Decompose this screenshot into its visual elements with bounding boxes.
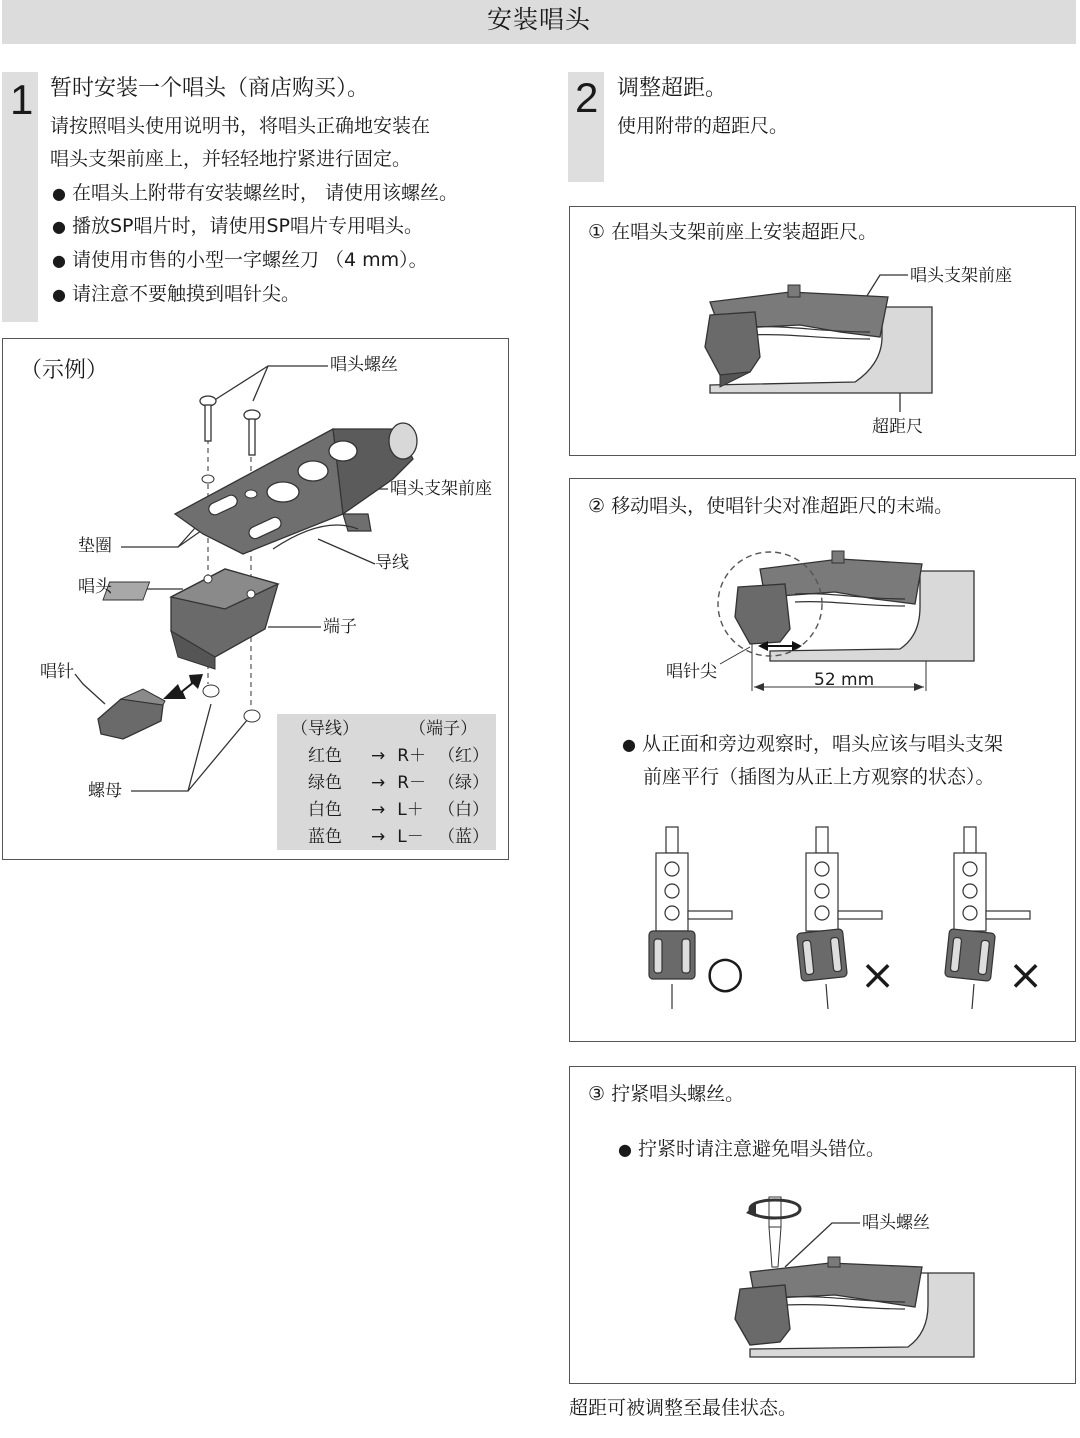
wiring-row: 蓝色 → L－ （蓝） [308,827,490,847]
wiring-row: 绿色 → R－ （绿） [308,773,490,793]
step2-desc: 使用附带的超距尺。 [617,115,789,137]
label-tighten-screw: 唱头螺丝 [862,1213,930,1233]
wiring-table [277,714,496,850]
step1-line1: 请按照唱头使用说明书，将唱头正确地安装在 [50,115,431,137]
label-stylus: 唱针 [40,662,74,682]
step1-bullet-2: ● 播放SP唱片时，请使用SP唱片专用唱头。 [52,210,423,243]
sub3-box [569,1066,1076,1384]
label-lead: 导线 [375,553,409,573]
step1-bullet-4: ● 请注意不要触摸到唱针尖。 [52,278,300,311]
sub3-bullet: ● 拧紧时请注意避免唱头错位。 [618,1133,885,1166]
step1-line2: 唱头支架前座上，并轻轻地拧紧进行固定。 [50,148,412,170]
step2-title: 调整超距。 [617,76,728,101]
sub1-text: ① 在唱头支架前座上安装超距尺。 [588,221,878,243]
label-gauge-headshell: 唱头支架前座 [910,266,1012,286]
footer-note: 超距可被调整至最佳状态。 [569,1397,798,1419]
label-terminal: 端子 [323,617,357,637]
sub2-bullet-line1: ● 从正面和旁边观察时，唱头应该与唱头支架 [622,728,1003,761]
step1-number: 1 [10,76,34,123]
label-headshell-screw: 唱头螺丝 [330,355,398,375]
label-gauge: 超距尺 [872,417,923,437]
step1-bullet-3: ● 请使用市售的小型一字螺丝刀 （4 mm）。 [52,244,428,277]
example-caption: （示例） [20,358,109,383]
tighten-screw-diagram [570,1067,1075,1383]
wiring-row: 红色 → R＋ （红） [308,746,490,766]
label-washer: 垫圈 [78,536,112,556]
wiring-header-terminal: （端子） [409,719,478,739]
sub3-text: ③ 拧紧唱头螺丝。 [588,1083,745,1105]
label-cartridge: 唱头 [78,577,112,597]
label-nut: 螺母 [88,781,122,801]
wrong-mark-1: × [860,950,896,999]
label-stylus-tip: 唱针尖 [666,662,717,682]
wrong-mark-2: × [1008,950,1044,999]
dimension-52mm: 52 mm [814,670,875,690]
label-headshell: 唱头支架前座 [390,479,492,499]
section-header: 安装唱头 [2,0,1076,44]
step2-number: 2 [575,74,599,121]
wiring-row: 白色 → L＋ （白） [308,800,490,820]
step1-title: 暂时安装一个唱头（商店购买）。 [50,76,370,101]
step1-bullet-1: ● 在唱头上附带有安装螺丝时， 请使用该螺丝。 [52,177,458,210]
wiring-header-lead: （导线） [291,719,359,739]
correct-mark: ○ [706,947,745,998]
sub2-bullet-line2: 前座平行（插图为从正上方观察的状态）。 [643,766,995,788]
sub2-text: ② 移动唱头，使唱针尖对准超距尺的末端。 [588,495,954,517]
